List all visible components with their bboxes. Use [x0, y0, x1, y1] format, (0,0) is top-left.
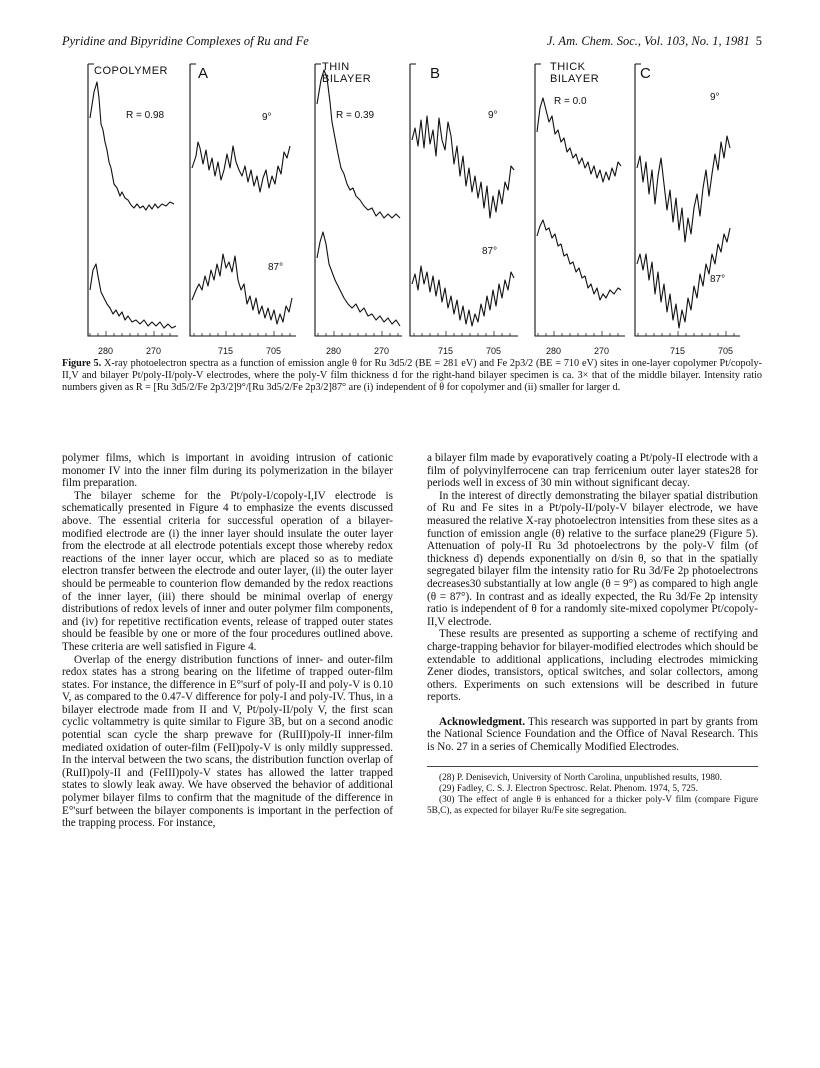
acknowledgment [427, 716, 758, 754]
spectrum-thin-fe-9deg [412, 116, 514, 218]
label-thin-line2: BILAYER [322, 73, 372, 85]
tick-fe-715-b: 715 [438, 346, 454, 356]
right-paragraph-3: These results are presented as supporting a scheme of rectifying and charge-trapping behavior for bilayer-modified electrodes which should be extendable to additional applications, including electrodes mimicking Zener diodes, transistors, optical switches, and solar collectors, among others. Experiments on such extensions will be described in future reports. [427, 628, 758, 704]
references [427, 766, 758, 817]
figure-5-spectra [80, 58, 742, 358]
spectrum-copolymer-ru-87deg [90, 264, 176, 328]
angle-87-c: 87° [710, 274, 726, 285]
frame-thick-fe [635, 64, 740, 336]
label-copolymer: COPOLYMER [94, 65, 168, 77]
reference-29: (29) Fadley, C. S. J. Electron Spectrosc. Relat. Phenom. 1974, 5, 725. [439, 783, 698, 794]
figure-caption [62, 358, 762, 395]
ratio-thick: R = 0.0 [554, 96, 587, 107]
label-letter-a: A [198, 65, 209, 82]
acknowledgment-text: This research was supported in part by grants from the National Science Foundation and the Office of Naval Research. This is No. 27 in a series of Chemically Modified Electrodes. [427, 715, 758, 754]
reference-28: (28) P. Denisevich, University of North Carolina, unpublished results, 1980. [439, 772, 723, 783]
caption-text: X-ray photoelectron spectra as a function of emission angle θ for Ru 3d5/2 (BE = 281 eV) and Fe 2p3/2 (BE = 710 eV) sites in one-layer copolymer Pt/copoly-II,V and bilayer Pt/poly-II/poly-V electrodes, where the poly-V film thickness d for the right-hand bilayer specimen is ca. 3× that of the middle bilayer. Intensity ratio numbers given as R = [Ru 3d5/2/Fe 2p3/2]9°/[Ru 3d5/2/Fe 2p3/2]87° are (i) independent of θ for copolymer and (ii) smaller for larger d. [62, 358, 762, 394]
spectrum-copolymer-ru-9deg [90, 82, 174, 210]
tick-ru-280-c: 280 [546, 346, 562, 356]
tick-ru-270-a: 270 [146, 346, 162, 356]
frame-copolymer-fe [190, 64, 296, 336]
right-paragraph-1: a bilayer film made by evaporatively coating a Pt/poly-II electrode with a film of polyvinylferrocene can trap ferricenium outer layer states28 for periods well in excess of 30 min without significant decay. [427, 452, 758, 490]
running-head-title: Pyridine and Bipyridine Complexes of Ru and Fe [62, 34, 309, 48]
left-column [62, 452, 393, 830]
acknowledgment-label: Acknowledgment. [439, 715, 526, 728]
angle-9-a: 9° [262, 112, 272, 123]
angle-87-b: 87° [482, 246, 498, 257]
right-column [427, 452, 758, 817]
tick-fe-705-c: 705 [718, 346, 734, 356]
label-thick-line1: THICK [550, 61, 586, 73]
tick-ru-270-b: 270 [374, 346, 390, 356]
page-number: 5 [755, 34, 762, 48]
spectrum-thick-ru-87deg [537, 220, 621, 300]
label-thick-line2: BILAYER [550, 73, 600, 85]
right-paragraph-2: In the interest of directly demonstrating the bilayer spatial distribution of Ru and Fe sites in a Pt/poly-II/poly-V bilayer electrode, we have measured the relative X-ray photoelectron intensities from these sites as a function of emission angle (θ) relative to the surface plane29 (Figure 5). Attenuation of poly-II Ru 3d photoelectrons by the poly-V film (of thickness d) depends exponentially on d/sin θ, so that in the spatially segregated bilayer film the intensity ratio for Ru 3d/Fe 2p photoelectrons decreases30 substantially at low angle (θ = 9°) as compared to high angle (θ = 87°). In contrast and as ideally expected, the Ru 3d/Fe 2p intensity ratio is independent of θ for a randomly site-mixed copolymer Pt/copoly-II,V electrode. [427, 489, 758, 628]
angle-87-a: 87° [268, 262, 284, 273]
label-thin-line1: THIN [322, 61, 350, 73]
label-letter-b: B [430, 65, 441, 82]
left-paragraph-2: The bilayer scheme for the Pt/poly-I/copoly-I,IV electrode is schematically presented in Figure 4 to emphasize the events discussed above. The essential criteria for successful operation of a bilayer-modified electrode are (i) the inner layer should insulate the outer layer from the electrode at all electrode potentials except those whereby redox reactions of the inner layer occur, which are placed so as to mediate electron transfer between the electrode and outer layer, (ii) the outer layer should be permeable to counterion flow demanded by the redox reactions of the inner layer, (iii) there should be minimal overlap of energy distributions of redox levels of inner and outer polymer film components, and (iv) for repetitive rectification events, release of trapped outer states should be feasible by one or more of the four procedures outlined above. These criteria are well satisfied in Figure 4. [62, 489, 393, 653]
left-paragraph-3: Overlap of the energy distribution functions of inner- and outer-film redox states has a strong bearing on the lifetime of trapped outer-film states. For instance, the difference in E°'surf of poly-II and poly-V is 0.10 V, as compared to the 0.47-V difference for poly-I and poly-IV. Thus, in a bilayer electrode made from II and V, Pt/poly-II/poly V, the first scan cyclic voltammetry is quite similar to Figure 3B, but on a second anodic potential scan cycle the sharp prewave for (RuIII)poly-II inner-film mediated oxidation of outer-film (FeII)poly-V is only mildly suppressed. In the interval between the two scans, the distribution function overlap of (RuII)poly-II and (FeIII)poly-V states has allowed the latter trapped states to slowly leak away. We have observed the behavior of additional polymer bilayer films to confirm that the magnitude of the difference in E°'surf between the bilayer components is important in the perfection of the trapping process. For instance, [62, 653, 393, 830]
tick-fe-705-b: 705 [486, 346, 502, 356]
spectrum-thin-ru-9deg [317, 70, 400, 218]
frame-copolymer-ru [88, 64, 178, 336]
spectrum-thin-fe-87deg [412, 266, 514, 326]
spectrum-thick-fe-9deg [637, 136, 730, 242]
tick-fe-715-a: 715 [218, 346, 234, 356]
spectrum-thick-ru-9deg [537, 98, 621, 182]
ratio-copolymer: R = 0.98 [126, 110, 165, 121]
caption-label: Figure 5. [62, 358, 102, 369]
spectrum-copolymer-fe-9deg [192, 142, 290, 192]
running-head [62, 34, 762, 50]
angle-9-b: 9° [488, 110, 498, 121]
tick-fe-705-a: 705 [266, 346, 282, 356]
left-paragraph-1: polymer films, which is important in avoiding intrusion of cationic monomer IV into the inner film during its polymerization in the bilayer film preparation. [62, 452, 393, 490]
tick-fe-715-c: 715 [670, 346, 686, 356]
label-letter-c: C [640, 65, 651, 82]
tick-ru-270-c: 270 [594, 346, 610, 356]
reference-30: (30) The effect of angle θ is enhanced for a thicker poly-V film (compare Figure 5B,C), as expected for bilayer Ru/Fe site segregation. [427, 794, 758, 816]
tick-ru-280-a: 280 [98, 346, 114, 356]
ratio-thin: R = 0.39 [336, 110, 375, 121]
frame-thin-ru [315, 64, 402, 336]
angle-9-c: 9° [710, 92, 720, 103]
spectrum-thin-ru-87deg [317, 232, 400, 326]
tick-ru-280-b: 280 [326, 346, 342, 356]
running-head-journal: J. Am. Chem. Soc., Vol. 103, No. 1, 1981 5 [546, 34, 762, 48]
